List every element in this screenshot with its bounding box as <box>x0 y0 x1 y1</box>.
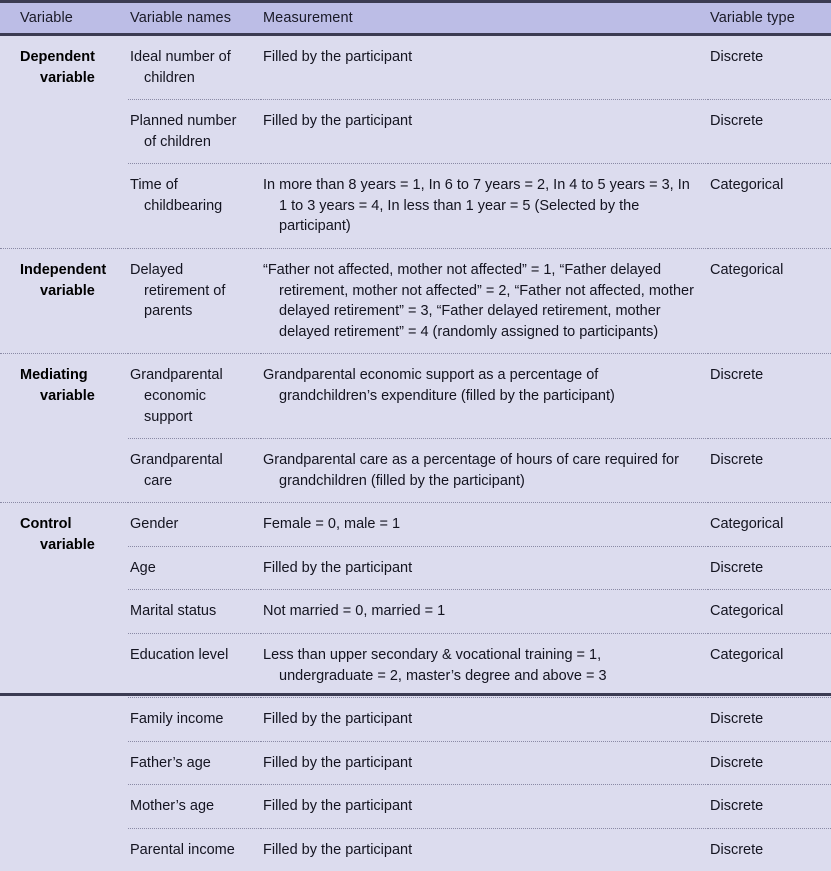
measurement-text: Filled by the participant <box>263 113 413 130</box>
measurement-text: Less than upper secondary & vocational training = 1, undergraduate = 2, master’s degree and above = 3 <box>263 646 607 684</box>
variable-name-cell <box>128 164 261 249</box>
variable-type-cell: Categorical <box>708 590 831 634</box>
variable-name-text: Gender <box>130 516 179 533</box>
variable-name-cell <box>128 741 261 785</box>
table-body <box>0 36 831 871</box>
variable-name-text: Mother’s age <box>130 798 215 815</box>
measurement-text: Filled by the participant <box>263 841 413 858</box>
variable-type-cell: Categorical <box>708 249 831 354</box>
variable-type-cell: Discrete <box>708 828 831 871</box>
variable-type-cell: Discrete <box>708 439 831 503</box>
variable-name-cell <box>128 503 261 547</box>
variable-group-label-text: Mediating variable <box>20 367 95 404</box>
variable-group-label <box>0 503 128 871</box>
measurement-cell <box>261 354 708 439</box>
variable-name-cell <box>128 698 261 742</box>
column-header-measurement: Measurement <box>263 10 353 26</box>
measurement-text: Filled by the participant <box>263 711 413 728</box>
variable-name-text: Grandparental care <box>130 452 223 489</box>
variable-name-cell <box>128 439 261 503</box>
column-header-variable: Variable <box>20 10 73 26</box>
measurement-text: Grandparental economic support as a percentage of grandchildren’s expenditure (filled by the participant) <box>263 367 615 404</box>
table-row <box>0 503 831 547</box>
variable-group-label <box>0 36 128 249</box>
variable-group-label-text: Dependent variable <box>20 49 95 86</box>
variable-type-cell: Categorical <box>708 164 831 249</box>
variable-name-text: Family income <box>130 711 224 728</box>
variable-type-cell: Discrete <box>708 100 831 164</box>
variable-name-cell <box>128 354 261 439</box>
variable-name-cell <box>128 590 261 634</box>
variable-name-text: Delayed retirement of parents <box>130 262 226 320</box>
measurement-cell <box>261 590 708 634</box>
variable-name-cell <box>128 828 261 871</box>
variable-name-cell <box>128 249 261 354</box>
header-row <box>0 3 831 33</box>
variable-type-cell: Discrete <box>708 36 831 100</box>
variable-type-cell: Categorical <box>708 633 831 697</box>
measurement-cell <box>261 741 708 785</box>
measurement-text: Filled by the participant <box>263 798 413 815</box>
variable-name-cell <box>128 785 261 829</box>
measurement-text: Female = 0, male = 1 <box>263 516 401 533</box>
measurement-text: Filled by the participant <box>263 754 413 771</box>
measurement-cell <box>261 828 708 871</box>
variable-name-text: Marital status <box>130 603 217 620</box>
variable-name-text: Father’s age <box>130 754 211 771</box>
variable-name-text: Parental income <box>130 841 235 858</box>
measurement-cell <box>261 100 708 164</box>
variable-group-label-text: Independent variable <box>20 262 107 299</box>
variable-name-cell <box>128 633 261 697</box>
variable-type-cell: Categorical <box>708 503 831 547</box>
measurement-cell <box>261 503 708 547</box>
table-bottom-rule <box>0 693 831 696</box>
table-header <box>0 3 831 33</box>
variable-group-label <box>0 354 128 503</box>
variable-type-cell: Discrete <box>708 741 831 785</box>
variable-name-text: Time of childbearing <box>130 177 223 214</box>
measurement-text: Filled by the participant <box>263 559 413 576</box>
variable-type-cell: Discrete <box>708 698 831 742</box>
table-row <box>0 36 831 100</box>
column-header-variable-names: Variable names <box>130 10 232 26</box>
variable-name-text: Ideal number of children <box>130 49 231 86</box>
measurement-cell <box>261 249 708 354</box>
variable-name-text: Planned number of children <box>130 113 237 150</box>
variable-type-cell: Discrete <box>708 785 831 829</box>
variable-group-label-text: Control variable <box>20 516 95 553</box>
measurement-cell <box>261 546 708 590</box>
variable-name-text: Grandparental economic support <box>130 367 223 425</box>
measurement-cell <box>261 36 708 100</box>
table-row <box>0 354 831 439</box>
variable-name-cell <box>128 36 261 100</box>
variable-name-cell <box>128 546 261 590</box>
variable-type-cell: Discrete <box>708 546 831 590</box>
measurement-cell <box>261 439 708 503</box>
measurement-cell <box>261 633 708 697</box>
measurement-cell <box>261 698 708 742</box>
variable-type-cell: Discrete <box>708 354 831 439</box>
measurement-text: Not married = 0, married = 1 <box>263 603 446 620</box>
measurement-cell <box>261 785 708 829</box>
variable-name-text: Education level <box>130 646 229 663</box>
measurement-text: Grandparental care as a percentage of hours of care required for grandchildren (filled by the participant) <box>263 452 679 489</box>
measurement-text: In more than 8 years = 1, In 6 to 7 years = 2, In 4 to 5 years = 3, In 1 to 3 years = 4, In less than 1 year = 5 (Selected by the participant) <box>263 177 690 235</box>
variable-name-cell <box>128 100 261 164</box>
measurement-text: Filled by the participant <box>263 49 413 65</box>
measurement-text: “Father not affected, mother not affected” = 1, “Father delayed retirement, mother not affected” = 2, “Father not affected, mother delayed retirement” = 3, “Father delayed retirement, mother delayed retirement” = 4 (randomly assigned to participants) <box>263 262 694 340</box>
column-header-variable-type: Variable type <box>710 10 795 26</box>
variable-name-text: Age <box>130 559 156 576</box>
variable-group-label <box>0 249 128 354</box>
table-body-wrapper <box>0 36 831 871</box>
measurement-cell <box>261 164 708 249</box>
table-row <box>0 249 831 354</box>
